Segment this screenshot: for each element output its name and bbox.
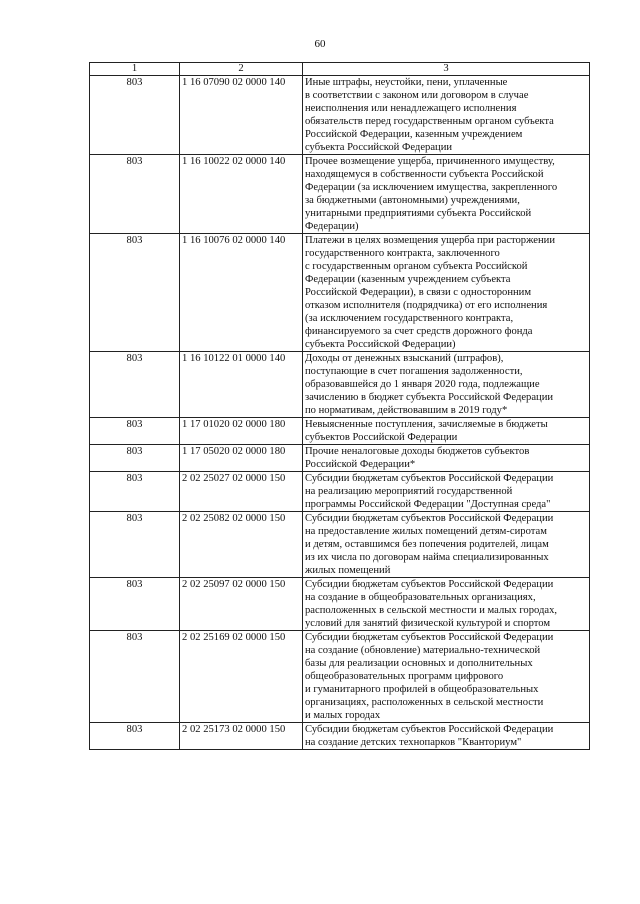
budget-classification-code-cell: 2 02 25082 02 0000 150 bbox=[180, 512, 303, 578]
budget-classification-code-cell: 1 17 05020 02 0000 180 bbox=[180, 445, 303, 472]
revenue-name-cell bbox=[303, 352, 590, 418]
revenue-name-line: базы для реализации основных и дополнительных bbox=[305, 658, 533, 669]
budget-classification-code-cell: 1 16 07090 02 0000 140 bbox=[180, 76, 303, 155]
revenue-name-line: Российской Федерации* bbox=[305, 459, 416, 470]
revenue-name-line: Субсидии бюджетам субъектов Российской Федерации bbox=[305, 473, 554, 484]
revenue-name-line: на создание в общеобразовательных организациях, bbox=[305, 592, 536, 603]
table-row bbox=[90, 723, 590, 750]
revenue-name-line: на реализацию мероприятий государственной bbox=[305, 486, 513, 497]
revenue-name-line: за бюджетными (автономными) учреждениями, bbox=[305, 195, 520, 206]
revenue-name-line: зачислению в бюджет субъекта Российской Федерации bbox=[305, 392, 554, 403]
revenue-name-line: Субсидии бюджетам субъектов Российской Федерации bbox=[305, 724, 554, 735]
revenue-name-line: субъектов Российской Федерации bbox=[305, 432, 458, 443]
table-row bbox=[90, 234, 590, 352]
revenue-name-line: государственного контракта, заключенного bbox=[305, 248, 500, 259]
admin-code-cell: 803 bbox=[90, 472, 180, 512]
admin-code-cell: 803 bbox=[90, 631, 180, 723]
admin-code-cell: 803 bbox=[90, 512, 180, 578]
budget-classification-code-cell: 2 02 25169 02 0000 150 bbox=[180, 631, 303, 723]
table-row bbox=[90, 76, 590, 155]
budget-classification-code-cell: 1 16 10076 02 0000 140 bbox=[180, 234, 303, 352]
budget-classification-code-cell: 1 16 10022 02 0000 140 bbox=[180, 155, 303, 234]
revenue-name-line: Федерации) bbox=[305, 221, 359, 232]
table-row bbox=[90, 352, 590, 418]
revenue-name-line: Российской Федерации), в связи с односторонним bbox=[305, 287, 532, 298]
admin-code-cell: 803 bbox=[90, 155, 180, 234]
revenue-name-line: с государственным органом субъекта Российской bbox=[305, 261, 528, 272]
revenue-name-line: Прочее возмещение ущерба, причиненного имуществу, bbox=[305, 156, 555, 167]
revenue-name-line: организациях, расположенных в сельской местности bbox=[305, 697, 544, 708]
budget-classification-code-cell: 2 02 25027 02 0000 150 bbox=[180, 472, 303, 512]
revenue-name-line: Федерации (за исключением имущества, закрепленного bbox=[305, 182, 558, 193]
revenue-name-line: расположенных в сельской местности и малых городах, bbox=[305, 605, 558, 616]
revenue-name-line: Субсидии бюджетам субъектов Российской Федерации bbox=[305, 513, 554, 524]
budget-classification-code-cell: 1 17 01020 02 0000 180 bbox=[180, 418, 303, 445]
revenue-name-line: условий для занятий физической культурой и спортом bbox=[305, 618, 551, 629]
revenue-name-line: образовавшейся до 1 января 2020 года, подлежащие bbox=[305, 379, 540, 390]
revenue-name-cell bbox=[303, 472, 590, 512]
revenue-name-line: в соответствии с законом или договором в случае bbox=[305, 90, 529, 101]
revenue-name-line: Иные штрафы, неустойки, пени, уплаченные bbox=[305, 77, 508, 88]
table-row bbox=[90, 472, 590, 512]
revenue-name-line: отказом исполнителя (подрядчика) от его исполнения bbox=[305, 300, 548, 311]
admin-code-cell: 803 bbox=[90, 445, 180, 472]
table-row bbox=[90, 631, 590, 723]
table-body bbox=[90, 76, 590, 750]
table-header-row bbox=[90, 63, 590, 76]
revenue-codes-table bbox=[89, 62, 590, 750]
revenue-name-line: Платежи в целях возмещения ущерба при расторжении bbox=[305, 235, 555, 246]
revenue-name-cell bbox=[303, 631, 590, 723]
revenue-name-line: Доходы от денежных взысканий (штрафов), bbox=[305, 353, 504, 364]
revenue-name-line: общеобразовательных программ цифрового bbox=[305, 671, 504, 682]
revenue-name-line: обязательств перед государственным органом субъекта bbox=[305, 116, 554, 127]
revenue-name-line: по нормативам, действовавшим в 2019 году* bbox=[305, 405, 508, 416]
revenue-name-line: и детям, оставшимся без попечения родителей, лицам bbox=[305, 539, 549, 550]
revenue-name-line: находящемуся в собственности субъекта Российской bbox=[305, 169, 544, 180]
budget-classification-code-cell: 1 16 10122 01 0000 140 bbox=[180, 352, 303, 418]
table-row bbox=[90, 445, 590, 472]
revenue-name-line: Субсидии бюджетам субъектов Российской Федерации bbox=[305, 579, 554, 590]
revenue-name-cell bbox=[303, 155, 590, 234]
revenue-name-line: из их числа по договорам найма специализированных bbox=[305, 552, 549, 563]
revenue-name-cell bbox=[303, 76, 590, 155]
revenue-name-line: на создание (обновление) материально-технической bbox=[305, 645, 541, 656]
budget-classification-code-cell: 2 02 25097 02 0000 150 bbox=[180, 578, 303, 631]
revenue-name-cell bbox=[303, 234, 590, 352]
revenue-name-line: Федерации (казенным учреждением субъекта bbox=[305, 274, 511, 285]
table-row bbox=[90, 155, 590, 234]
revenue-name-line: Субсидии бюджетам субъектов Российской Федерации bbox=[305, 632, 554, 643]
revenue-name-line: и гуманитарного профилей в общеобразовательных bbox=[305, 684, 539, 695]
revenue-name-line: программы Российской Федерации "Доступная среда" bbox=[305, 499, 551, 510]
revenue-name-line: субъекта Российской Федерации) bbox=[305, 339, 456, 350]
admin-code-cell: 803 bbox=[90, 234, 180, 352]
admin-code-cell: 803 bbox=[90, 76, 180, 155]
page-number: 60 bbox=[314, 38, 326, 50]
header-col-1: 1 bbox=[90, 63, 180, 76]
revenue-name-cell bbox=[303, 512, 590, 578]
revenue-name-line: Прочие неналоговые доходы бюджетов субъектов bbox=[305, 446, 530, 457]
revenue-name-cell bbox=[303, 418, 590, 445]
table-row bbox=[90, 512, 590, 578]
revenue-name-cell bbox=[303, 723, 590, 750]
header-col-2: 2 bbox=[180, 63, 303, 76]
table-row bbox=[90, 418, 590, 445]
revenue-name-cell bbox=[303, 445, 590, 472]
revenue-name-line: унитарными предприятиями субъекта Российской bbox=[305, 208, 532, 219]
revenue-name-line: неисполнения или ненадлежащего исполнения bbox=[305, 103, 517, 114]
revenue-name-line: (за исключением государственного контракта, bbox=[305, 313, 514, 324]
revenue-name-line: жилых помещений bbox=[305, 565, 391, 576]
budget-classification-code-cell: 2 02 25173 02 0000 150 bbox=[180, 723, 303, 750]
revenue-name-cell bbox=[303, 578, 590, 631]
admin-code-cell: 803 bbox=[90, 578, 180, 631]
header-col-3: 3 bbox=[303, 63, 590, 76]
revenue-name-line: Невыясненные поступления, зачисляемые в бюджеты bbox=[305, 419, 548, 430]
admin-code-cell: 803 bbox=[90, 723, 180, 750]
table-row bbox=[90, 578, 590, 631]
admin-code-cell: 803 bbox=[90, 352, 180, 418]
revenue-name-line: и малых городах bbox=[305, 710, 381, 721]
revenue-name-line: поступающие в счет погашения задолженности, bbox=[305, 366, 523, 377]
revenue-name-line: на предоставление жилых помещений детям-сиротам bbox=[305, 526, 547, 537]
revenue-name-line: на создание детских технопарков "Кванториум" bbox=[305, 737, 522, 748]
admin-code-cell: 803 bbox=[90, 418, 180, 445]
revenue-name-line: финансируемого за счет средств дорожного фонда bbox=[305, 326, 533, 337]
revenue-name-line: Российской Федерации, казенным учреждением bbox=[305, 129, 523, 140]
revenue-name-line: субъекта Российской Федерации bbox=[305, 142, 453, 153]
